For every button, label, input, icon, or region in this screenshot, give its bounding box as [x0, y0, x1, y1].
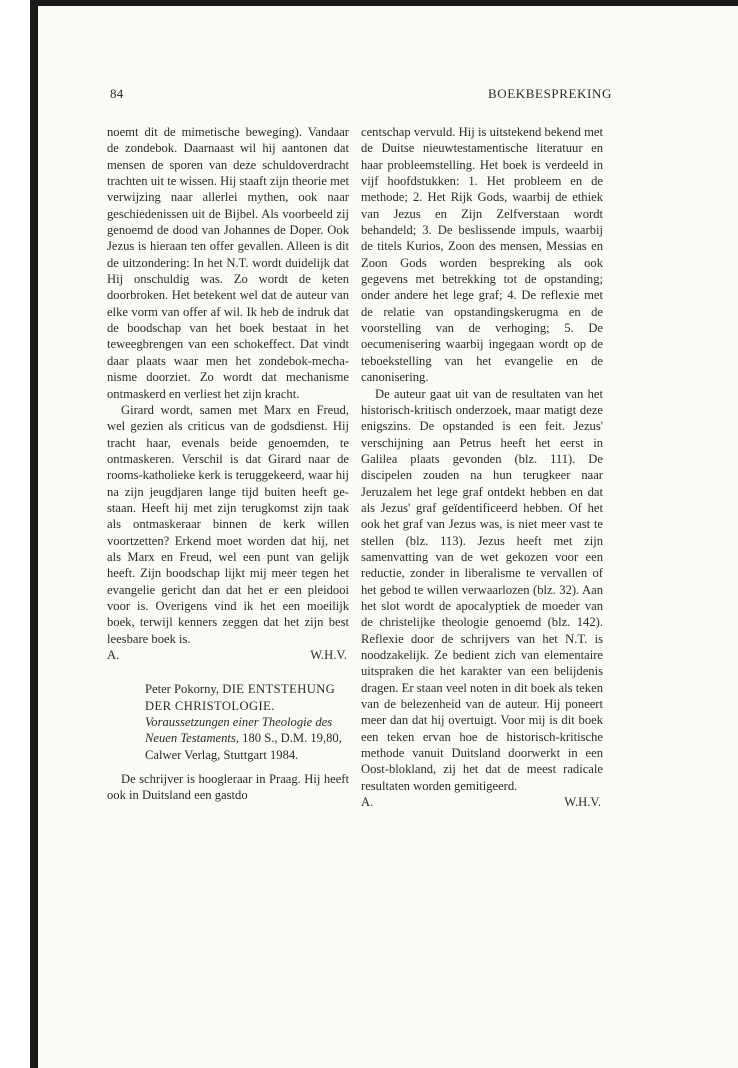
page-number: 84: [110, 86, 124, 101]
reference-title: DIE ENTSTEHUNG DER CHRISTOLOGIE.: [145, 682, 336, 713]
right-paragraph-2: De auteur gaat uit van de resultaten van het historisch-kritisch onderzoek, maar matigt deze enigszins. De opstanded is een feit. Jezus' verschijning aan Petrus heeft het eerst in Galilea plaats gevonden (blz. 111). De discipelen zouden na hun terugkeer naar Jeruzalem het lege graf ontdekt hebben en dat als Jezus' graf geïdentificeerd hebben. Of het ook het graf van Jezus was, is niet meer vast te stellen (blz. 113). Jezus heeft met zijn samenvatting van de wet gekozen voor een reductie, zonder in liberalisme te vervallen of het gebod te willen verwaarlozen (blz. 32). Aan het slot wordt de apocalyptiek de moeder van de christelijke theologie genoemd (blz. 142). Reflexie door de schrijvers van het N.T. is noodzakelijk. Ze bedient zich van elementaire uitspraken die het karakter van een belijdenis dragen. Er staan veel noten in dit boek als teken van de belezenheid van de auteur. Hij poneert meer dan dat hij overtuigt. Voor mij is dit boek een teken ervan hoe de historisch-kritische methode vanuit Duitsland doorwerkt in een Oost-blokland, zij het dat de meest radicale resultaten worden gemitigeerd.: [361, 386, 603, 793]
signature-initials: W.H.V.: [310, 648, 347, 662]
reference-author: Peter Pokorny,: [145, 682, 220, 697]
right-signature: [361, 794, 603, 810]
reference-subtitle: Voraussetzungen einer Theologie des Neuen Testaments,: [145, 715, 333, 746]
reference-details: 180 S., D.M. 19,80, Calwer Verlag, Stuttgart 1984.: [145, 731, 342, 762]
left-paragraph-3: De schrijver is hoogleraar in Praag. Hij heeft ook in Duitsland een gastdo: [107, 772, 349, 803]
signature-place: A.: [361, 795, 374, 810]
signature-place: A.: [107, 648, 120, 662]
signature-initials: W.H.V.: [564, 795, 601, 810]
running-head: BOEKBESPREKING: [488, 86, 612, 101]
left-column: [107, 124, 349, 804]
right-paragraph-1: centschap vervuld. Hij is uitstekend bekend met de Duitse nieuwtestamentische literatuur en haar probleemstelling. Het boek is verdeeld in vijf hoofdstukken: 1. Het probleem en de methode; 2. Het Rijk Gods, waarbij de ethiek van Jezus en Zijn Zelfverstaan wordt behandeld; 3. De beslissende impuls, waarbij de titels Kurios, Zoon des mensen, Messias en Zoon Gods worden bespreking als ook gegevens met betrekking tot de opstanding; onder andere het lege graf; 4. De reflexie met de relatie van opstandingskerugma en de voorstelling van de verhoging; 5. De oecumenisering waarbij ingegaan wordt op de teboekstelling van het evangelie en de canonisering.: [361, 125, 603, 385]
left-paragraph-1: noemt dit de mimetische beweging). Vandaar de zondebok. Daarnaast wil hij aantonen dat mensen de sporen van deze schuldoverdracht trachten uit te wissen. Hij staaft zijn theorie met verwijzing naar allerlei mythen, ook naar geschiedenissen uit de Bijbel. Als voorbeeld zij genoemd de dood van Johannes de Doper. Ook Jezus is hieraan ten offer gevallen. Alleen is dit de uitzondering: In het N.T. wordt duidelijk dat Hij onschuldig was. Zo wordt de keten doorbroken. Het betekent wel dat de auteur van elke vorm van offer af wil. Ik heb de indruk dat de boodschap van het boek bestaat in het teweegbrengen van een schokeffect. Dat vindt daar plaats waar men het zondebok-mechanisme doorziet. Zo wordt dat mechanisme ontmaskerd en verliest het zijn kracht.: [107, 125, 349, 401]
scan-border-left: [30, 0, 38, 1068]
left-paragraph-2: Girard wordt, samen met Marx en Freud, wel gezien als criticus van de godsdienst. Hij tracht haar, evenals beide genoemden, te ontmaskeren. Verschil is dat Girard naar de rooms-katholieke kerk is teruggekeerd, waar hij na zijn jeugdjaren lange tijd buiten heeft gestaan. Heeft hij met zijn terugkomst zijn taak als ontmaskeraar binnen de kerk willen voortzetten? Erkend moet worden dat hij, net als Marx en Freud, wel een punt van gelijk heeft. Zijn boodschap lijkt mij meer tegen het evangelie gericht dan dat het er een pleidooi voor is. Overigens vind ik het een moeilijk boek, terwijl kenners zeggen dat het zijn best leesbare boek is.: [107, 402, 349, 646]
left-signature: [107, 647, 349, 663]
right-column: [361, 124, 603, 810]
book-reference: [107, 681, 349, 763]
